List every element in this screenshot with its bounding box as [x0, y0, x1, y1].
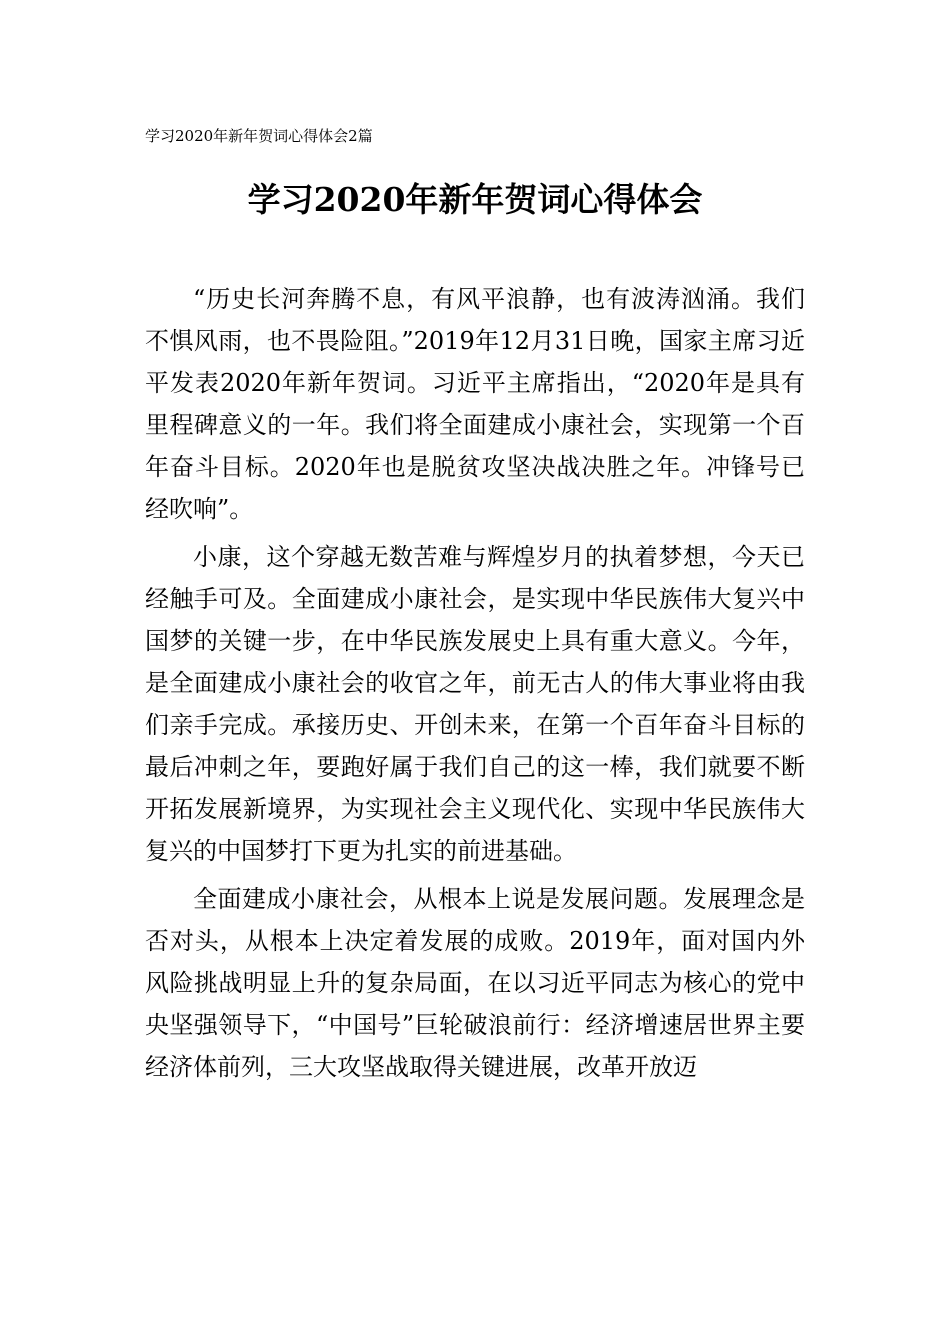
- paragraph-2: 小康，这个穿越无数苦难与辉煌岁月的执着梦想，今天已经触手可及。全面建成小康社会，是实现中华民族伟大复兴中国梦的关键一步，在中华民族发展史上具有重大意义。今年，是全面建成小康社会的收官之年，前无古人的伟大事业将由我们亲手完成。承接历史、开创未来，在第一个百年奋斗目标的最后冲刺之年，要跑好属于我们自己的这一棒，我们就要不断开拓发展新境界，为实现社会主义现代化、实现中华民族伟大复兴的中国梦打下更为扎实的前进基础。: [145, 543, 805, 865]
- paragraph-3: 全面建成小康社会，从根本上说是发展问题。发展理念是否对头，从根本上决定着发展的成败。2019年，面对国内外风险挑战明显上升的复杂局面，在以习近平同志为核心的党中央坚强领导下，“中国号”巨轮破浪前行：经济增速居世界主要经济体前列，三大攻坚战取得关键进展，改革开放迈: [145, 885, 805, 1081]
- document-title: 学习2020年新年贺词心得体会: [247, 180, 703, 219]
- paragraph-1: “历史长河奔腾不息，有风平浪静，也有波涛汹涌。我们不惧风雨，也不畏险阻。”2019年12月31日晚，国家主席习近平发表2020年新年贺词。习近平主席指出，“2020年是具有里程碑意义的一年。我们将全面建成小康社会，实现第一个百年奋斗目标。2020年也是脱贫攻坚决战决胜之年。冲锋号已经吹响”。: [145, 285, 805, 523]
- document-header-note: 学习2020年新年贺词心得体会2篇: [145, 127, 373, 145]
- document-body: [145, 278, 805, 1088]
